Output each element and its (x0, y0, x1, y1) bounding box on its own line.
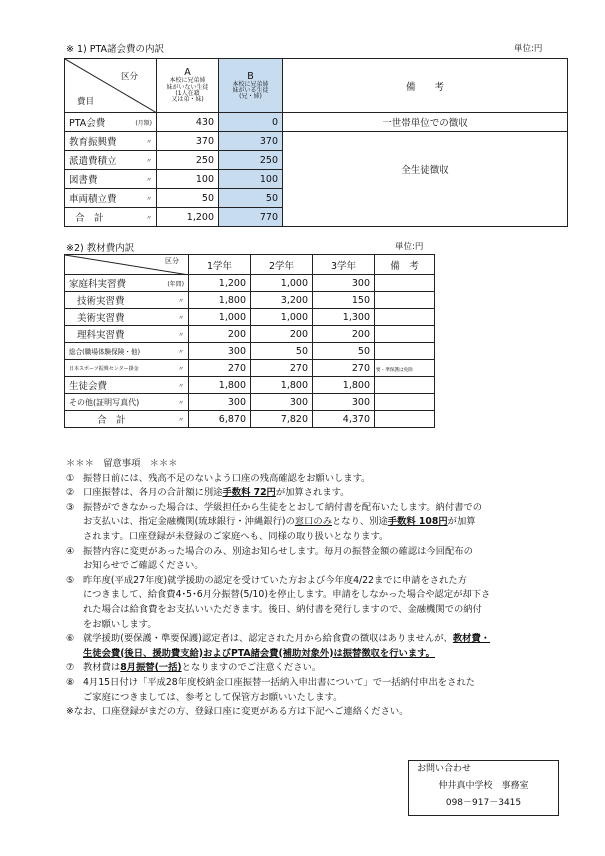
note-item-6: ⑥ 就学援助(要保護・準要保護)認定者は、認定された月から給食費の徴収はありませんが、教材費・ 生徒会費(後日、援助費支給)およびPTA諸会費(補助対象外)は振替徴収を行います。 (66, 633, 491, 659)
table-row: その他(証明写真代) 〃 300 300 300 (65, 394, 435, 411)
table-row: 生徒会費 〃 1,800 1,800 1,800 (65, 377, 435, 394)
table-row: 車両積立費 〃 50 50 (65, 189, 568, 208)
col-year2: 2学年 (251, 255, 313, 275)
section1-unit: 単位:円 (514, 44, 543, 54)
contact-tel: 098－917－3415 (445, 798, 522, 808)
note-item-2: ② 口座振替は、各月の合計額に別途手数料 72円が加算されます。 (66, 487, 350, 499)
col-year3: 3学年 (313, 255, 375, 275)
table-row: 美術実習費 〃 1,000 1,000 1,300 (65, 309, 435, 326)
table-row: 日本スポーツ振興センター掛金 〃 270 270 270 要・準保護は免除 (65, 360, 435, 377)
table-row: 総合(職場体験保険・他) 〃 300 50 50 (65, 343, 435, 360)
note-item-5: ⑤ 昨年度(平成27年度)就学援助の認定を受けていた方および今年度4/22までに申請をされた方 につきまして、給食費4･5･6月分振替(5/10)を停止します。申請をしなかった場合や認定が却下さ れた場合は給食費をお支払いいただきます。後日、納付書を発行しますので、金融機関での納付 をお願いします。 (66, 574, 491, 630)
himoku-label: 費目 (77, 97, 95, 107)
table-total-row: 合 計 〃 1,200 770 (65, 208, 568, 227)
col-a-letter: A (184, 67, 191, 79)
notes-heading: ＊＊＊ 留意事項 ＊＊＊ (66, 458, 178, 469)
materials-fees-table (64, 254, 435, 428)
table-row: 技術実習費 〃 1,800 3,200 150 (65, 292, 435, 309)
note-household: 一世帯単位での徴収 (283, 113, 568, 132)
note-item-7: ⑦ 教材費は8月振替(一括)となりますのでご注意ください。 (66, 662, 322, 674)
pta-fees-table (64, 58, 568, 227)
table-row: 家庭科実習費 (年間) 1,200 1,000 300 (65, 275, 435, 292)
section2-unit: 単位:円 (395, 242, 424, 252)
note-item-1: ① 振替日前には、残高不足のないよう口座の残高確認をお願いします。 (66, 472, 371, 484)
col-a-header: A 本校に兄弟姉 妹がいない生徒 (1人在籍 又は弟・妹) (157, 59, 219, 113)
table-row: 図書費 〃 100 100 (65, 170, 568, 189)
contact-title: お問い合わせ (417, 764, 472, 774)
note-all-students: 全生徒徴収 (283, 132, 568, 227)
note-item-4: ④ 振替内容に変更があった場合のみ、別途お知らせします。毎月の振替金額の確認は今回配布の お知らせでご確認ください。 (66, 545, 473, 572)
note-item-8: ⑧ 4月15日付け「平成28年度校納金口座振替一括納入申出書について」で一括納付申出をされた ご家庭につきましては、参考として保管方お願いいたします。 (66, 676, 475, 703)
notes-section (66, 457, 566, 720)
col-b-header: B 本校に兄弟姉 妹がいる生徒 (兄・姉) (219, 59, 283, 113)
header-diagonal-cell-2 (65, 255, 189, 275)
table-row: 派遣費積立 〃 250 250 (65, 151, 568, 170)
col-b-letter: B (247, 70, 254, 82)
table-row: 理科実習費 〃 200 200 200 (65, 326, 435, 343)
section2-title: ※2) 教材費内訳 (66, 243, 135, 254)
col-biko: 備 考 (375, 255, 435, 275)
contact-box (408, 760, 559, 816)
table-row: PTA会費 (月額) 430 0 一世帯単位での徴収 (65, 113, 568, 132)
table-total-row: 合 計 〃 6,870 7,820 4,370 (65, 411, 435, 428)
table-row: 教育振興費 〃 370 370 全生徒徴収 (65, 132, 568, 151)
section1-title: ※ 1) PTA諸会費の内訳 (66, 44, 165, 55)
biko-header: 備 考 (283, 59, 568, 113)
kubun-label-2: 区分 (165, 257, 179, 265)
notes-footer: ※なお、口座登録がまだの方、登録口座に変更がある方は下記へご連絡ください。 (66, 706, 409, 718)
note-exemption: 要・準保護は免除 (376, 367, 413, 373)
note-item-3: ③ 振替ができなかった場合は、学級担任から生徒をとおして納付書を配布いたします。納付書での お支払いは、指定金融機関(琉球銀行・沖縄銀行)の窓口のみとなり、別途手数料 108円が加算 されます。口座登録が未登録のご家庭へも、同様の取り扱いとなります。 (66, 501, 483, 542)
kubun-label: 区分 (121, 72, 139, 82)
contact-school: 仲井真中学校 事務室 (438, 781, 529, 791)
col-year1: 1学年 (189, 255, 251, 275)
header-diagonal-cell (65, 59, 157, 113)
